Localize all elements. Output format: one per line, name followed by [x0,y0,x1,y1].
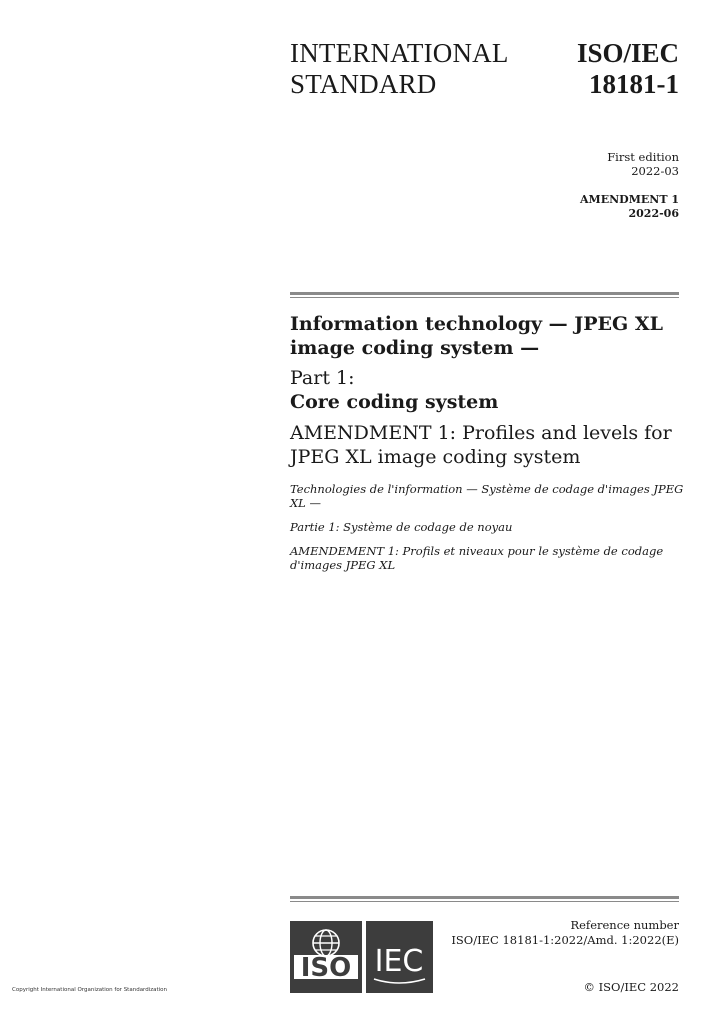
french-amendment [290,544,690,572]
document-type-line1: INTERNATIONAL [290,38,509,68]
french-title-line1b: XL — [290,496,321,510]
reference-caption: Reference number [570,918,679,932]
reference-number: ISO/IEC 18181-1:2022/Amd. 1:2022(E) [451,933,679,947]
title-block [290,312,690,572]
footer-copyright-note: Copyright International Organization for Standardization [12,987,168,993]
amendment-title-line2: JPEG XL image coding system [290,446,581,468]
standard-number [577,38,679,100]
french-amendment-line1b: d'images JPEG XL [290,558,396,572]
edition-date: 2022-03 [631,164,679,178]
amendment-date: 2022-06 [628,207,679,220]
copyright-notice: © ISO/IEC 2022 [583,980,679,994]
top-divider [290,292,679,298]
part-label: Part 1: [290,367,355,389]
main-title-line1: Information technology — JPEG XL [290,313,663,335]
french-amendment-line1: AMENDEMENT 1: Profils et niveaux pour le système de codage [290,544,664,558]
document-type-label [290,38,509,100]
document-type-line2: STANDARD [290,69,437,99]
main-title [290,312,690,360]
french-part: Partie 1: Système de codage de noyau [290,520,513,534]
main-title-line2: image coding system — [290,337,540,359]
part-title: Core coding system [290,391,499,413]
iso-logo-text: ISO [300,953,352,983]
french-title [290,482,690,510]
amendment-title [290,421,690,469]
amendment-title-line1: AMENDMENT 1: Profiles and levels for [290,422,672,444]
iec-logo-text: IEC [374,944,424,979]
standard-number-line1: ISO/IEC [576,38,679,68]
standard-number-line2: 18181-1 [589,69,679,99]
iso-logo [290,921,362,993]
iec-logo [366,921,433,993]
french-title-line1: Technologies de l'information — Système de codage d'images JPEG [290,482,684,496]
edition-label: First edition [607,150,679,164]
amendment-label: AMENDMENT 1 [580,193,679,206]
amendment-info [580,193,679,221]
edition-info [607,150,679,178]
bottom-divider [290,896,679,902]
